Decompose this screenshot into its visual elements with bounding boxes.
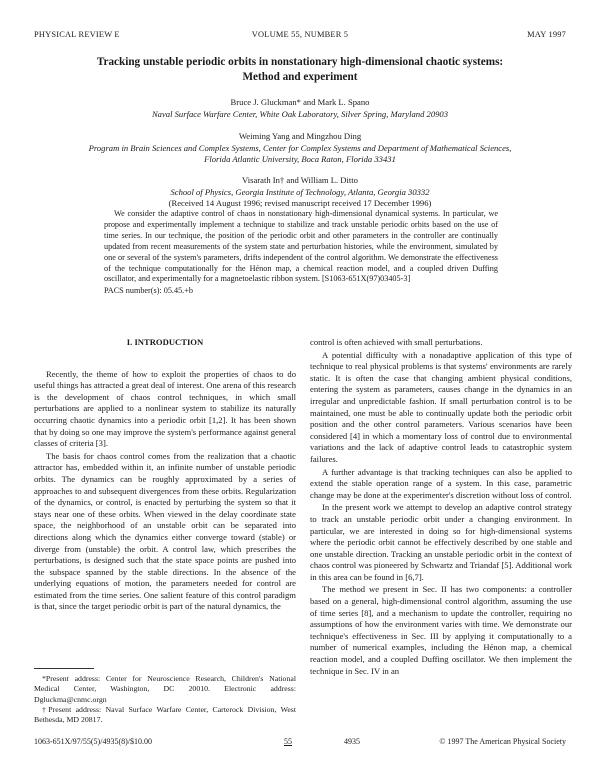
footnote-text: †Present address: Naval Surface Warfare Center, Carterock Division, West Bethesda, MD 20817. [34,705,296,725]
author-affiliation-cont: Florida Atlantic University, Boca Raton, Florida 33431 [204,154,396,164]
author-names: Weiming Yang and Mingzhou Ding [238,131,362,141]
author-names: Visarath In† and William L. Ditto [242,175,358,185]
issn-code: 1063-651X/97/55(5)/4935(8)/$10.00 [34,737,152,746]
body-paragraph: The method we present in Sec. II has two components: a controller based on a general, high-dimensional control algorithm, assuming the use of time series [8], and a mechanism to update the controller, requiring no assumptions of how the environment varies with time. We demonstrate our technique's effectiveness in Sec. III by applying it computationally to a number of numerical examples, including the Hénon map, a chemical reaction model, and a coupled Duffing oscillator. We then implement the technique in Sec. IV in an [310,584,572,676]
abstract-text: We consider the adaptive control of chaos in nonstationary high-dimensional dynamical systems. In particular, we propose and experimentally implement a technique to stabilize and track unstable periodic orbits based on the use of time series. In our technique, the position of the periodic orbit and other parameters in the controller are continually updated from recent measurements of the system state and perturbation histories, while the environment, simulated by one or several of the system's parameters, drifts independent of the control algorithm. We demonstrate the effectiveness of the technique computationally for the Hénon map, a chemical reaction model, and a coupled driven Duffing oscillator, and experimentally for a magnetoelastic ribbon system. [S1063-651X(97)03405-3] [104,209,498,284]
article-title [60,55,540,85]
body-paragraph: A further advantage is that tracking techniques can also be applied to extend the stable operation range of a system. In this case, parametric change may be done at the experimenter's discretion without loss of control. [310,466,572,500]
footnote-text: *Present address: Center for Neuroscience Research, Children's National Medical Center, Washington, DC 20010. Electronic address: Dgluckma@cnmc.orgn [34,674,296,704]
body-paragraph: In the present work we attempt to develop an adaptive control strategy to track an unstable periodic orbit under a changing environment. In particular, we are interested in doing so for high-dimensional systems where the periodic orbit cannot be effectively described by one stable and one unstable direction. Tracking an unstable periodic orbit in the context of chaos control was pioneered by Schwartz and Triandaf [5]. Additional work in this area can be found in [6,7]. [310,502,572,582]
running-header [34,30,566,42]
page-footer [34,737,566,749]
author-affiliation: Naval Surface Warfare Center, White Oak Laboratory, Silver Spring, Maryland 20903 [151,108,449,119]
author-affiliation: Program in Brain Sciences and Complex Systems, Center for Complex Systems and Department of Mathematical Sciences, [88,142,512,153]
page-number: 4935 [344,737,360,746]
footnote-divider [34,668,94,669]
pacs-numbers: PACS number(s): 05.45.+b [104,286,193,296]
abstract [104,209,498,297]
journal-name: PHYSICAL REVIEW E [34,30,120,39]
footnote-1 [34,674,296,705]
author-group-1 [40,97,560,120]
footnote-2 [34,705,296,726]
left-column [34,337,296,613]
issue-date: MAY 1997 [527,30,566,39]
title-line-2: Method and experiment [242,71,358,83]
title-line-1: Tracking unstable periodic orbits in nonstationary high-dimensional chaotic systems: [96,56,504,68]
author-group-2 [40,131,560,166]
section-heading: I. INTRODUCTION [126,337,204,347]
author-affiliation: School of Physics, Georgia Institute of Technology, Atlanta, Georgia 30332 [170,186,430,197]
body-paragraph: The basis for chaos control comes from the realization that a chaotic attractor has, embedded within it, an infinite number of unstable periodic orbits. The dynamics can be roughly approximated by a series of approaches to and subsequent divergences from these orbits. Regularization of the dynamics, or control, is enacted by perturbing the system so that it stays near one of these orbits. When viewed in the delay coordinate state space, the neighborhood of an unstable orbit can be separated into directions along which the dynamics either converge toward (stable) or diverge from (unstable) the orbit. A control law, which prescribes the perturbations, is designed such that the state space points are pushed into the subspace spanned by the stable directions. In the absence of the underlying equations of motion, the parameters needed for control are estimated from the time series. One salient feature of this control paradigm is that, since the target periodic orbit is part of the natural dynamics, the [34,450,296,612]
volume-issue: VOLUME 55, NUMBER 5 [251,30,349,39]
author-names: Bruce J. Gluckman* and Mark L. Spano [230,97,370,107]
received-dates: (Received 14 August 1996; revised manuscript received 17 December 1996) [168,198,432,208]
body-paragraph: Recently, the theme of how to exploit the properties of chaos to do useful things has attracted a great deal of interest. One arena of this research is the development of chaos control techniques, in which small perturbations are applied to a nonlinear system to stabilize its naturally occurring chaotic dynamics into a periodic orbit [1,2]. It has been shown that by doing so one may improve the system's performance against general classes of criteria [3]. [34,368,296,449]
copyright: © 1997 The American Physical Society [439,737,566,746]
body-paragraph: control is often achieved with small perturbations. [310,337,483,347]
author-group-3 [40,175,560,210]
volume-number: 55 [284,737,292,746]
body-paragraph: A potential difficulty with a nonadaptive application of this type of technique to real physical problems is that systems' environments are rarely static. It is often the case that changing ambient physical conditions, entering the system as parameters, causes change in the dynamics in an irregular and unpredictable fashion. If small perturbation control is to be maintained, one must be able to continually update both the periodic orbit position and the other control parameters. Various scenarios have been considered [4] in which a momentary loss of control due to environmental variations and the lack of adaptive control leads to catastrophic system failures. [310,349,572,464]
right-column [310,337,572,677]
